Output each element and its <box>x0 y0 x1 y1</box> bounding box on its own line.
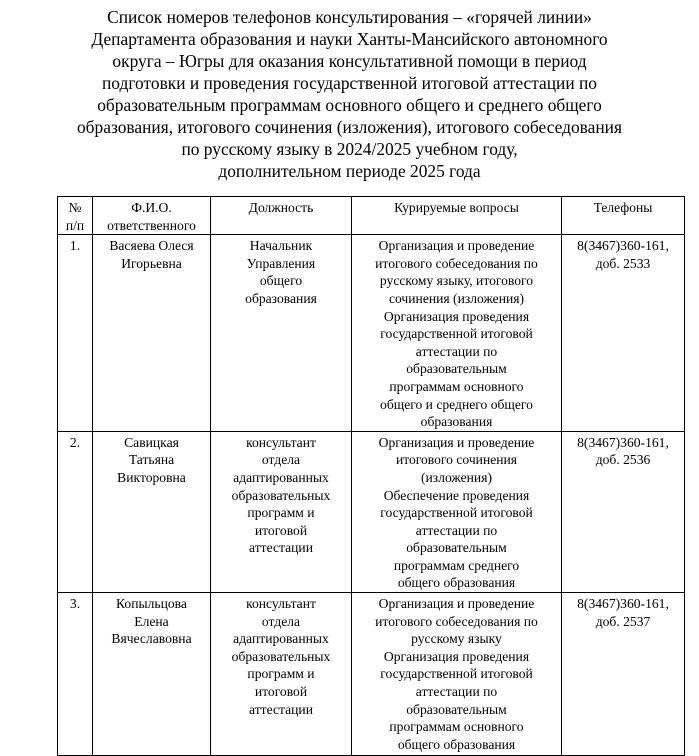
issues-line: аттестации по <box>415 522 498 538</box>
title-line: округа – Югры для оказания консультативной помощи в период <box>112 51 587 71</box>
position-line: образования <box>245 290 317 306</box>
header-issues-line: Курируемые вопросы <box>394 200 519 215</box>
row-num: 3. <box>58 593 93 756</box>
header-num-line: п/п <box>65 217 85 233</box>
issues-line: аттестации по <box>415 343 498 359</box>
phone-line: доб. 2533 <box>595 255 651 271</box>
title-line: Департамента образования и науки Ханты-Мансийского автономного <box>91 29 608 49</box>
issues-line: государственной итоговой <box>380 326 533 342</box>
row-name <box>93 235 211 432</box>
row-phones <box>562 431 685 592</box>
name-line: Копыльцова <box>116 596 187 612</box>
name-line: Елена <box>134 613 169 629</box>
issues-line: программам среднего <box>393 557 520 573</box>
title-line: подготовки и проведения государственной итоговой аттестации по <box>101 73 597 93</box>
position-line: программ и <box>247 505 315 521</box>
issues-line: общего образования <box>397 736 516 752</box>
position-line: адаптированных <box>233 631 329 647</box>
row-phones <box>562 593 685 756</box>
issues-line: (изложения) <box>421 469 492 485</box>
issues-line: Организация проведения <box>383 648 530 664</box>
header-name-line: Ф.И.О. <box>131 200 172 215</box>
position-line: образовательных <box>231 648 331 664</box>
position-line: итоговой <box>254 522 308 538</box>
row-num: 1. <box>58 235 93 432</box>
position-line: программ и <box>247 666 315 682</box>
table-row <box>58 431 685 592</box>
row-issues <box>352 235 562 432</box>
row-position <box>211 235 352 432</box>
row-name <box>93 431 211 592</box>
title-line: образования, итогового сочинения (изложения), итогового собеседования <box>76 117 622 137</box>
row-issues <box>352 431 562 592</box>
name-line: Татьяна <box>128 452 175 468</box>
position-line: отдела <box>261 452 301 468</box>
issues-line: итогового собеседования по <box>375 255 538 271</box>
header-phones <box>562 197 685 235</box>
issues-line: общего и среднего общего <box>380 396 533 412</box>
row-position <box>211 593 352 756</box>
header-num <box>58 197 93 235</box>
position-line: Управления <box>246 255 316 271</box>
name-line: Викторовна <box>117 469 186 485</box>
header-name <box>93 197 211 235</box>
issues-line: государственной итоговой <box>380 666 533 682</box>
table-row <box>58 593 685 756</box>
issues-line: русскому языку <box>411 631 502 647</box>
issues-line: Организация и проведение <box>378 238 535 254</box>
issues-line: образовательным <box>406 361 507 377</box>
header-phones-line: Телефоны <box>593 200 653 215</box>
issues-line: образовательным <box>406 540 507 556</box>
row-name <box>93 593 211 756</box>
issues-line: итогового собеседования по <box>375 613 538 629</box>
position-line: общего <box>259 273 303 289</box>
header-name-line: ответственного <box>107 217 196 233</box>
issues-line: Обеспечение проведения <box>383 487 530 503</box>
title-line: Список номеров телефонов консультирования – «горячей линии» <box>107 7 592 27</box>
issues-line: государственной итоговой <box>380 505 533 521</box>
name-line: Вячеславовна <box>111 631 192 647</box>
issues-line: программам основного <box>389 719 524 735</box>
position-line: адаптированных <box>233 469 329 485</box>
issues-line: Организация проведения <box>383 308 530 324</box>
phone-line: доб. 2537 <box>595 613 651 629</box>
title-line: дополнительном периоде 2025 года <box>218 161 481 181</box>
position-line: аттестации <box>249 540 313 556</box>
row-num: 2. <box>58 431 93 592</box>
row-position <box>211 431 352 592</box>
issues-line: образования <box>420 414 493 430</box>
row-phones <box>562 235 685 432</box>
issues-line: аттестации по <box>415 684 498 700</box>
header-position <box>211 197 352 235</box>
phone-line: 8(3467)360-161, <box>577 596 669 612</box>
header-position-line: Должность <box>248 200 314 215</box>
issues-line: программам основного <box>389 378 524 394</box>
phone-line: 8(3467)360-161, <box>577 434 669 450</box>
position-line: консультант <box>246 596 316 612</box>
position-line: консультант <box>246 434 316 450</box>
issues-line: Организация и проведение <box>378 434 535 450</box>
issues-line: сочинения (изложения) <box>388 290 525 306</box>
position-line: Начальник <box>249 238 313 254</box>
issues-line: русскому языку, итогового <box>379 273 534 289</box>
position-line: аттестации <box>249 701 313 717</box>
header-issues <box>352 197 562 235</box>
issues-line: общего образования <box>397 575 516 591</box>
phone-line: 8(3467)360-161, <box>577 238 669 254</box>
table-header-row <box>58 197 685 235</box>
name-line: Васяева Олеся <box>109 238 194 254</box>
position-line: отдела <box>261 613 301 629</box>
title-line: образовательным программам основного общего и среднего общего <box>97 95 602 115</box>
header-num-line: № <box>68 200 82 215</box>
row-issues <box>352 593 562 756</box>
document-title <box>40 6 659 182</box>
issues-line: Организация и проведение <box>378 596 535 612</box>
issues-line: образовательным <box>406 701 507 717</box>
table-row <box>58 235 685 432</box>
phone-line: доб. 2536 <box>595 452 651 468</box>
title-line: по русскому языку в 2024/2025 учебном году, <box>181 139 518 159</box>
position-line: образовательных <box>231 487 331 503</box>
hotline-table <box>57 196 685 756</box>
name-line: Савицкая <box>124 434 179 450</box>
name-line: Игорьевна <box>121 255 182 271</box>
position-line: итоговой <box>254 684 308 700</box>
issues-line: итогового сочинения <box>395 452 518 468</box>
